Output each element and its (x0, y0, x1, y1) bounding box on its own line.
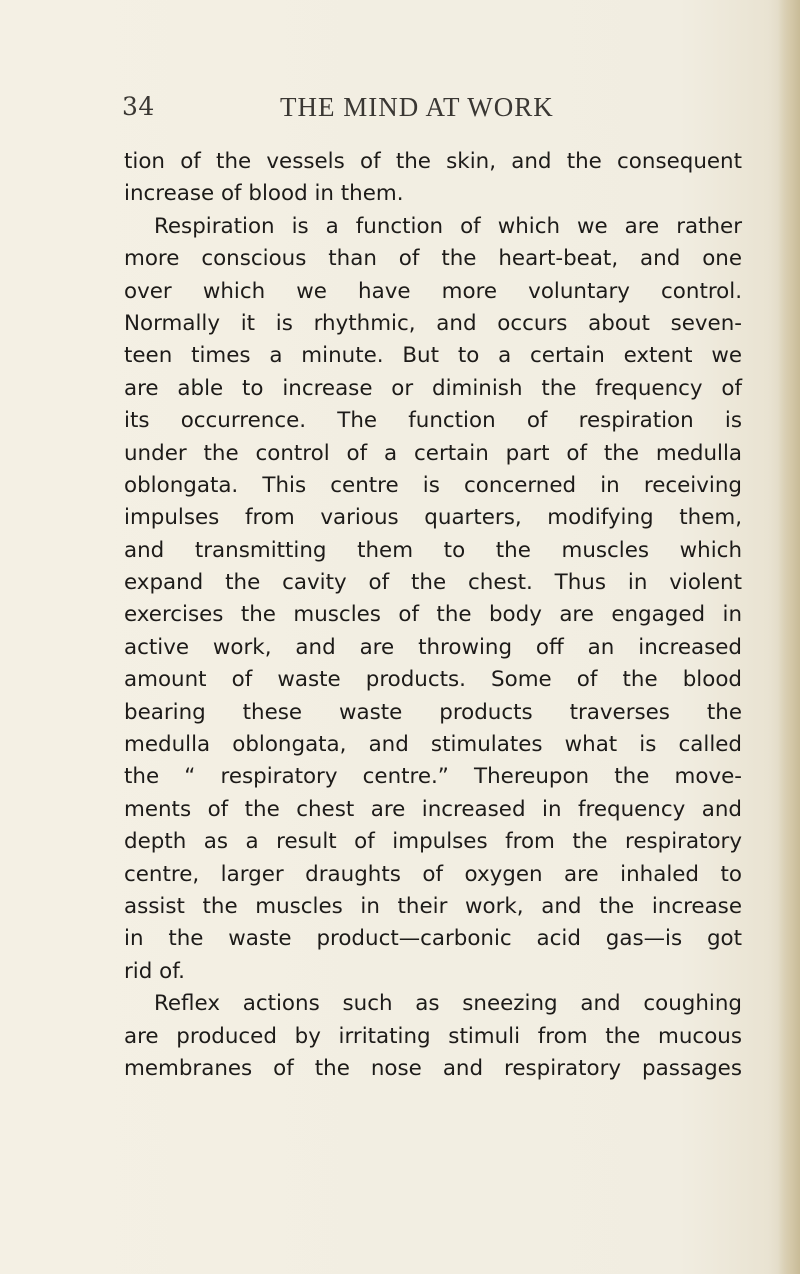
text-line: membranes of the nose and respiratory passages (124, 1055, 742, 1081)
text-line: centre, larger draughts of oxygen are inhaled to (124, 861, 742, 887)
page-number: 34 (122, 92, 155, 121)
page-header (122, 92, 742, 132)
text-line: more conscious than of the heart-beat, and one (124, 246, 742, 272)
text-line: expand the cavity of the chest. Thus in violent (124, 570, 742, 596)
text-line: exercises the muscles of the body are engaged in (124, 602, 742, 628)
text-line: amount of waste products. Some of the blood (124, 667, 742, 693)
text-line: teen times a minute. But to a certain extent we (124, 343, 742, 369)
text-line: assist the muscles in their work, and the increase (124, 893, 742, 919)
text-line: depth as a result of impulses from the respiratory (124, 829, 742, 855)
text-line: Normally it is rhythmic, and occurs about seven- (124, 310, 742, 336)
text-line: ments of the chest are increased in frequency and (124, 796, 742, 822)
text-line: its occurrence. The function of respiration is (124, 408, 742, 434)
text-line: and transmitting them to the muscles which (124, 537, 742, 563)
text-line: over which we have more voluntary control. (124, 278, 742, 304)
text-line: bearing these waste products traverses the (124, 699, 742, 725)
text-line: increase of blood in them. (124, 181, 404, 207)
text-line: active work, and are throwing off an increased (124, 634, 742, 660)
text-line: the “ respiratory centre.” Thereupon the move- (124, 764, 742, 790)
text-line: under the control of a certain part of the medulla (124, 440, 742, 466)
text-line: Reflex actions such as sneezing and coughing (154, 991, 742, 1017)
text-line: Respiration is a function of which we are rather (154, 213, 742, 239)
text-line: tion of the vessels of the skin, and the consequent (124, 149, 742, 174)
text-line: are able to increase or diminish the frequency of (124, 375, 742, 401)
text-line: in the waste product—carbonic acid gas—is got (124, 926, 742, 952)
text-line: oblongata. This centre is concerned in receiving (124, 472, 742, 498)
text-line: are produced by irritating stimuli from the mucous (124, 1023, 742, 1049)
body-text (124, 146, 742, 1085)
text-line: medulla oblongata, and stimulates what is called (124, 732, 742, 758)
page-edge-shadow (778, 0, 800, 1274)
text-line: rid of. (124, 958, 185, 984)
running-head: THE MIND AT WORK (280, 92, 554, 122)
text-line: impulses from various quarters, modifying them, (124, 505, 742, 531)
